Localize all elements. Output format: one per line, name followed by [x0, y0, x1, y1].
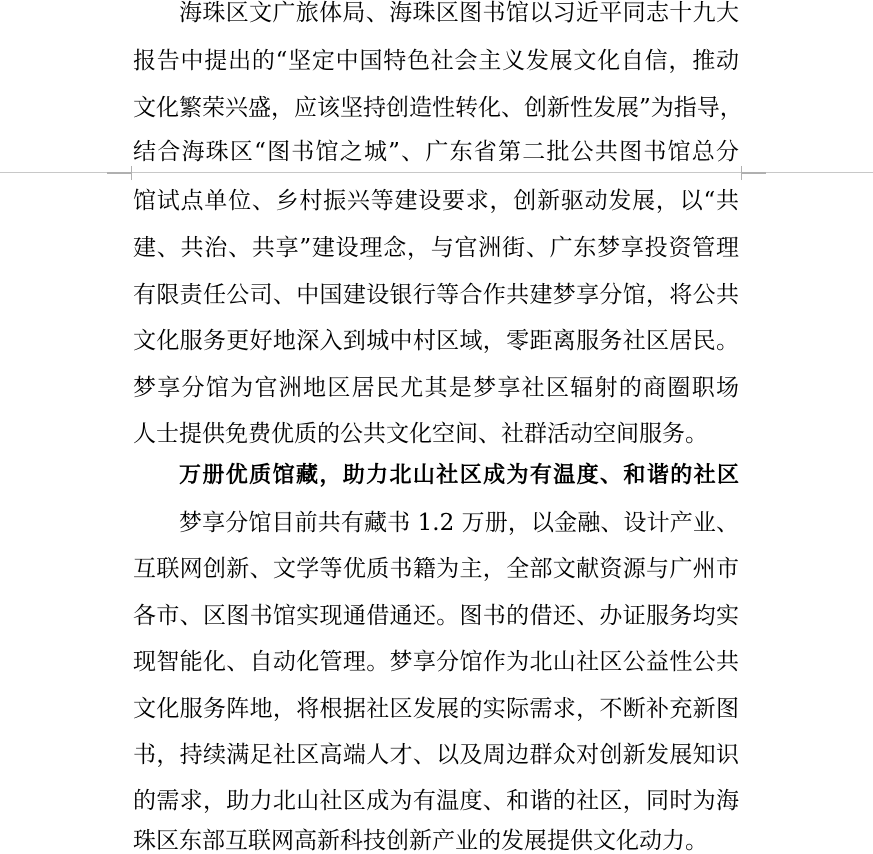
page-corner-mark-bottom-right — [741, 173, 766, 180]
paragraph-2-line-4: 现智能化、自动化管理。梦享分馆作为北山社区公益性公共 — [133, 649, 739, 675]
paragraph-1-line-4: 结合海珠区“图书馆之城”、广东省第二批公共图书馆总分 — [133, 139, 739, 165]
paragraph-1-line-10: 人士提供免费优质的公共文化空间、社群活动空间服务。 — [133, 421, 708, 447]
paragraph-1-line-3: 文化繁荣兴盛，应该坚持创造性转化、创新性发展”为指导， — [133, 95, 743, 121]
paragraph-1-line-2: 报告中提出的“坚定中国特色社会主义发展文化自信，推动 — [133, 48, 739, 74]
paragraph-2-line-6: 书，持续满足社区高端人才、以及周边群众对创新发展知识 — [133, 742, 739, 768]
page-corner-mark-bottom-left — [107, 173, 132, 180]
paragraph-1-line-8: 文化服务更好地深入到城中村区域，零距离服务社区居民。 — [133, 328, 739, 354]
page-corner-mark-top-right — [741, 166, 766, 173]
page-corner-mark-top-left — [107, 166, 132, 173]
paragraph-2-line-8: 珠区东部互联网高新科技创新产业的发展提供文化动力。 — [133, 828, 708, 854]
paragraph-1-line-5: 馆试点单位、乡村振兴等建设要求，创新驱动发展，以“共 — [133, 188, 739, 214]
paragraph-1-line-7: 有限责任公司、中国建设银行等合作共建梦享分馆，将公共 — [133, 282, 739, 308]
paragraph-2-line-5: 文化服务阵地，将根据社区发展的实际需求，不断补充新图 — [133, 696, 739, 722]
paragraph-1-line-6: 建、共治、共享”建设理念，与官洲街、广东梦享投资管理 — [133, 235, 739, 261]
paragraph-2-line-3: 各市、区图书馆实现通借通还。图书的借还、办证服务均实 — [133, 603, 739, 629]
paragraph-2-line-7: 的需求，助力北山社区成为有温度、和谐的社区，同时为海 — [133, 788, 739, 814]
section-heading: 万册优质馆藏，助力北山社区成为有温度、和谐的社区 — [179, 463, 739, 488]
paragraph-2-line-1: 梦享分馆目前共有藏书 1.2 万册，以金融、设计产业、 — [179, 510, 739, 536]
paragraph-2-line-2: 互联网创新、文学等优质书籍为主，全部文献资源与广州市 — [133, 556, 739, 582]
paragraph-1-line-9: 梦享分馆为官洲地区居民尤其是梦享社区辐射的商圈职场 — [133, 375, 739, 401]
paragraph-1-line-1: 海珠区文广旅体局、海珠区图书馆以习近平同志十九大 — [179, 0, 739, 26]
